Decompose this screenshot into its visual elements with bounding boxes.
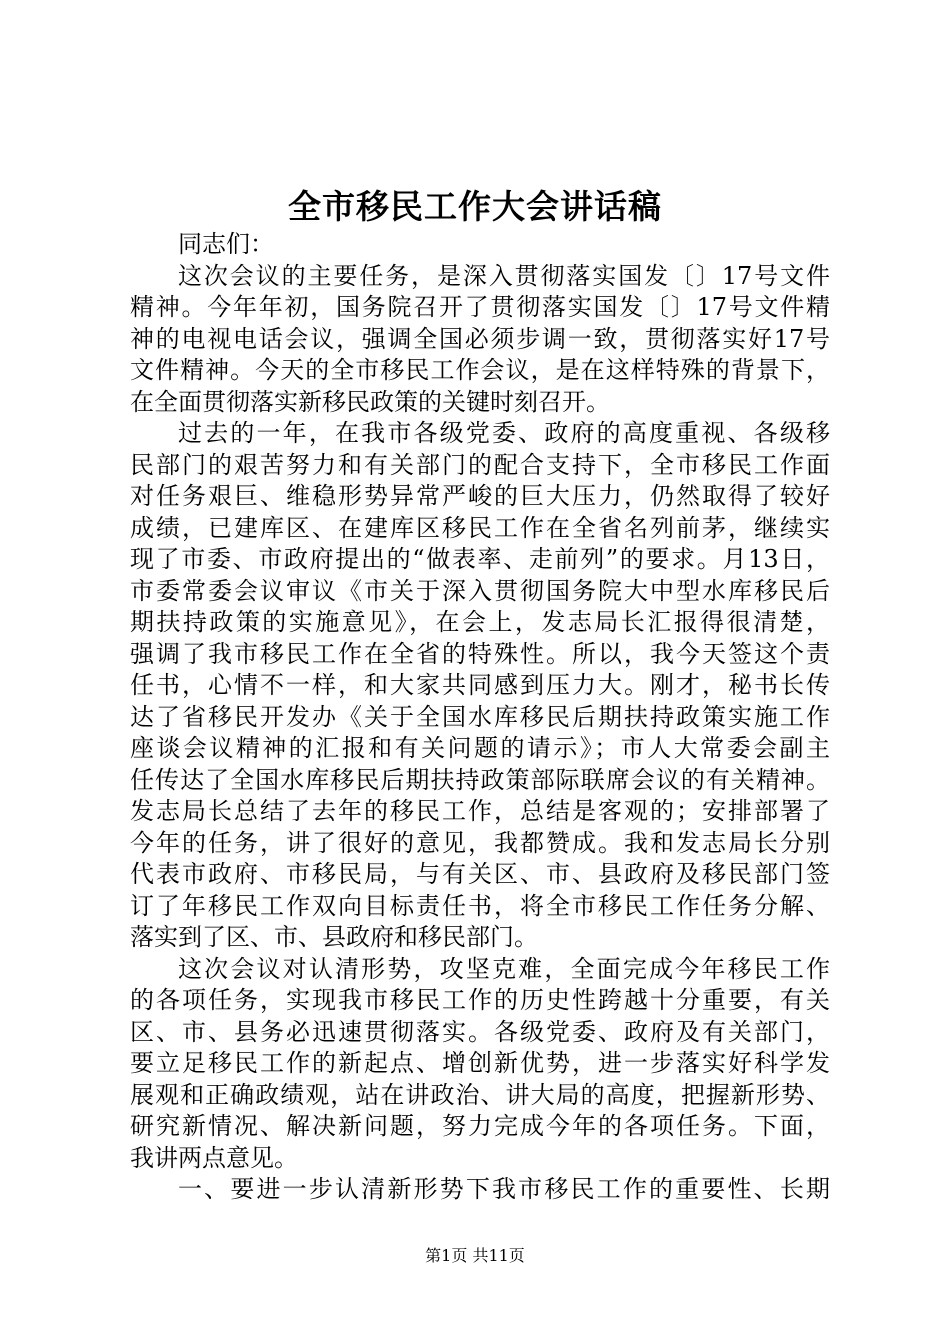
text-line: 这次会议的主要任务，是深入贯彻落实国发〔〕17号文件 [178, 261, 830, 290]
document-title: 全市移民工作大会讲话稿 [288, 187, 662, 226]
page-number-footer: 第1页 共11页 [425, 1246, 525, 1265]
document-body [130, 229, 830, 1206]
text-line: 发志局长总结了去年的移民工作，总结是客观的；安排部署了 [130, 797, 830, 825]
text-line: 市委常委会议审议《市关于深入贯彻国务院大中型水库移民后 [130, 576, 830, 605]
text-line: 精神。今年年初，国务院召开了贯彻落实国发〔〕17号文件精 [130, 293, 830, 321]
text-line: 这次会议对认清形势，攻坚克难，全面完成今年移民工作 [178, 954, 830, 983]
text-line: 展观和正确政绩观，站在讲政治、讲大局的高度，把握新形势、 [130, 1080, 830, 1109]
text-line: 现了市委、市政府提出的“做表率、走前列”的要求。月13日， [130, 545, 830, 573]
text-line: 我讲两点意见。 [130, 1143, 298, 1172]
text-line: 今年的任务，讲了很好的意见，我都赞成。我和发志局长分别 [130, 828, 830, 857]
text-line: 过去的一年，在我市各级党委、政府的高度重视、各级移 [178, 419, 830, 447]
text-line: 座谈会议精神的汇报和有关问题的请示》；市人大常委会副主 [130, 734, 830, 762]
text-line: 研究新情况、解决新问题，努力完成今年的各项任务。下面， [130, 1112, 830, 1140]
text-line: 一、要进一步认清新形势下我市移民工作的重要性、长期 [178, 1175, 830, 1203]
text-line: 文件精神。今天的全市移民工作会议，是在这样特殊的背景下， [130, 356, 830, 384]
text-line: 代表市政府、市移民局，与有关区、市、县政府及移民部门签 [130, 860, 830, 888]
text-line: 同志们： [178, 230, 274, 258]
text-line: 神的电视电话会议，强调全国必须步调一致，贯彻落实好17号 [130, 324, 830, 353]
text-line: 区、市、县务必迅速贯彻落实。各级党委、政府及有关部门， [130, 1017, 830, 1046]
text-line: 达了省移民开发办《关于全国水库移民后期扶持政策实施工作 [130, 702, 830, 731]
text-line: 对任务艰巨、维稳形势异常严峻的巨大压力，仍然取得了较好 [130, 482, 830, 510]
text-line: 期扶持政策的实施意见》，在会上，发志局长汇报得很清楚， [130, 608, 830, 636]
text-line: 民部门的艰苦努力和有关部门的配合支持下，全市移民工作面 [130, 450, 830, 479]
text-line: 成绩，已建库区、在建库区移民工作在全省名列前茅，继续实 [130, 513, 830, 542]
text-line: 任传达了全国水库移民后期扶持政策部际联席会议的有关精神。 [130, 765, 830, 794]
text-line: 的各项任务，实现我市移民工作的历史性跨越十分重要，有关 [130, 986, 830, 1014]
text-line: 订了年移民工作双向目标责任书，将全市移民工作任务分解、 [130, 891, 830, 920]
text-line: 任书，心情不一样，和大家共同感到压力大。刚才，秘书长传 [130, 671, 830, 699]
text-line: 在全面贯彻落实新移民政策的关键时刻召开。 [130, 387, 610, 416]
text-line: 强调了我市移民工作在全省的特殊性。所以，我今天签这个责 [130, 639, 830, 668]
text-line: 落实到了区、市、县政府和移民部门。 [130, 923, 538, 951]
text-line: 要立足移民工作的新起点、增创新优势，进一步落实好科学发 [130, 1049, 830, 1077]
